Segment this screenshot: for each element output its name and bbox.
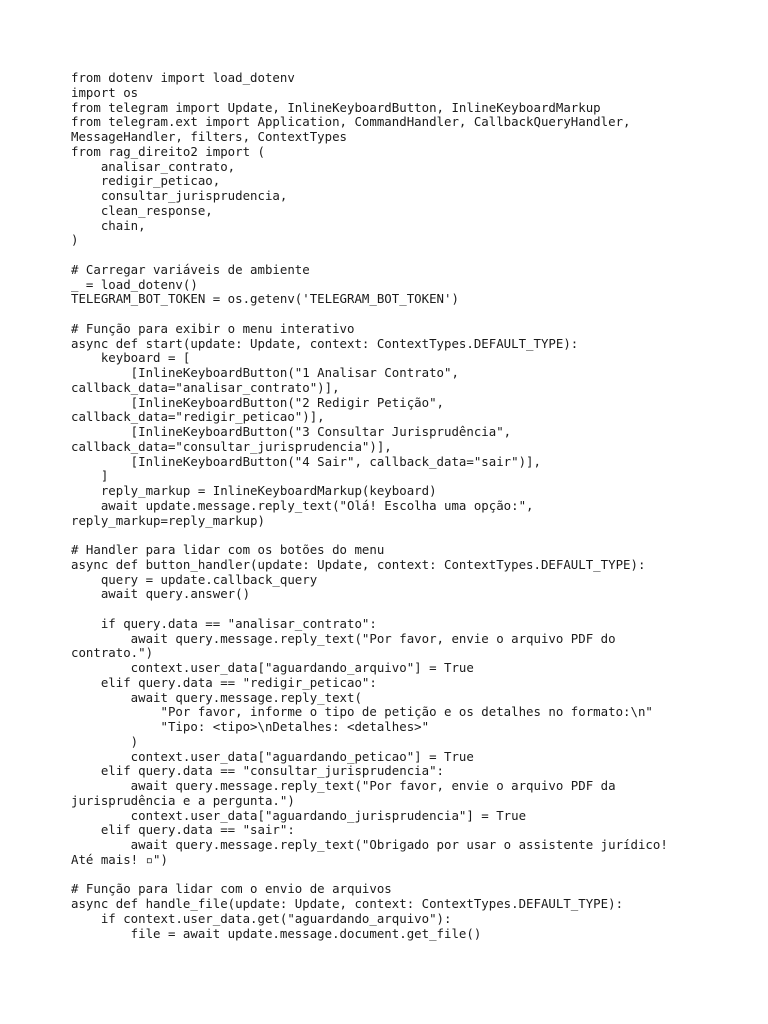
code-line	[71, 528, 731, 543]
code-line: consultar_jurisprudencia,	[71, 188, 288, 203]
code-line: redigir_peticao,	[71, 173, 221, 189]
code-line: context.user_data["aguardando_peticao"] = True	[71, 748, 474, 764]
code-line: # Carregar variáveis de ambiente	[71, 261, 310, 277]
code-line: # Função para exibir o menu interativo	[71, 320, 355, 336]
code-line: if context.user_data.get("aguardando_arquivo"):	[71, 910, 452, 926]
code-line: elif query.data == "sair":	[71, 822, 295, 838]
code-line: contrato.")	[71, 645, 154, 661]
code-line: keyboard = [	[71, 350, 191, 366]
code-line: file = await update.message.document.get_file()	[71, 925, 482, 941]
code-line: )	[71, 232, 79, 248]
code-line: TELEGRAM_BOT_TOKEN = os.getenv('TELEGRAM_BOT_TOKEN')	[71, 291, 459, 307]
code-line: from telegram.ext import Application, CommandHandler, CallbackQueryHandler,	[71, 114, 631, 130]
code-line: await update.message.reply_text("Olá! Escolha uma opção:",	[71, 497, 534, 513]
code-line: [InlineKeyboardButton("2 Redigir Petição",	[71, 394, 444, 410]
code-line: elif query.data == "redigir_peticao":	[71, 674, 377, 690]
code-line: if query.data == "analisar_contrato":	[71, 615, 377, 631]
code-line: elif query.data == "consultar_jurisprudencia":	[71, 763, 444, 779]
code-line: await query.message.reply_text(	[71, 689, 362, 705]
code-line: clean_response,	[71, 202, 213, 218]
code-line: [InlineKeyboardButton("3 Consultar Jurisprudência",	[71, 424, 512, 439]
code-line: await query.message.reply_text("Por favor, envie o arquivo PDF da	[71, 778, 616, 793]
code-line: await query.message.reply_text("Obrigado por usar o assistente jurídico!	[71, 837, 668, 852]
code-line: import os	[71, 84, 139, 100]
code-line: async def button_handler(update: Update, context: ContextTypes.DEFAULT_TYPE):	[71, 556, 646, 572]
code-line: [InlineKeyboardButton("1 Analisar Contrato",	[71, 365, 459, 380]
code-line: analisar_contrato,	[71, 158, 236, 174]
code-line: context.user_data["aguardando_jurisprudencia"] = True	[71, 807, 527, 823]
code-line: jurisprudência e a pergunta.")	[71, 792, 295, 808]
code-line: async def start(update: Update, context: ContextTypes.DEFAULT_TYPE):	[71, 335, 579, 351]
code-line: query = update.callback_query	[71, 571, 318, 587]
code-line	[71, 868, 731, 883]
code-line: await query.answer()	[71, 586, 251, 602]
code-line: async def handle_file(update: Update, context: ContextTypes.DEFAULT_TYPE):	[71, 896, 624, 911]
code-line: from dotenv import load_dotenv	[71, 70, 295, 85]
code-line	[71, 248, 731, 263]
code-line: callback_data="analisar_contrato")],	[71, 379, 340, 395]
code-line: callback_data="consultar_jurisprudencia")],	[71, 438, 392, 454]
code-line	[71, 307, 731, 322]
code-line: reply_markup=reply_markup)	[71, 512, 265, 528]
code-line: chain,	[71, 217, 146, 233]
code-line: from rag_direito2 import (	[71, 143, 265, 159]
code-line: context.user_data["aguardando_arquivo"] = True	[71, 660, 474, 675]
code-line: "Tipo: <tipo>\nDetalhes: <detalhes>"	[71, 719, 430, 734]
code-line: )	[71, 733, 139, 749]
code-listing	[71, 71, 731, 941]
code-line: Até mais! ▫")	[71, 851, 168, 867]
code-line: await query.message.reply_text("Por favor, envie o arquivo PDF do	[71, 630, 616, 646]
code-line: MessageHandler, filters, ContextTypes	[71, 129, 348, 144]
code-line: ]	[71, 468, 109, 484]
code-line	[71, 602, 731, 617]
code-line: callback_data="redigir_peticao")],	[71, 409, 325, 425]
code-line: # Handler para lidar com os botões do menu	[71, 542, 385, 557]
code-line: # Função para lidar com o envio de arquivos	[71, 881, 392, 897]
code-line: from telegram import Update, InlineKeyboardButton, InlineKeyboardMarkup	[71, 99, 601, 115]
code-line: reply_markup = InlineKeyboardMarkup(keyboard)	[71, 483, 437, 498]
code-line: _ = load_dotenv()	[71, 276, 198, 292]
code-line: "Por favor, informe o tipo de petição e os detalhes no formato:\n"	[71, 704, 653, 720]
code-line: [InlineKeyboardButton("4 Sair", callback_data="sair")],	[71, 453, 541, 469]
